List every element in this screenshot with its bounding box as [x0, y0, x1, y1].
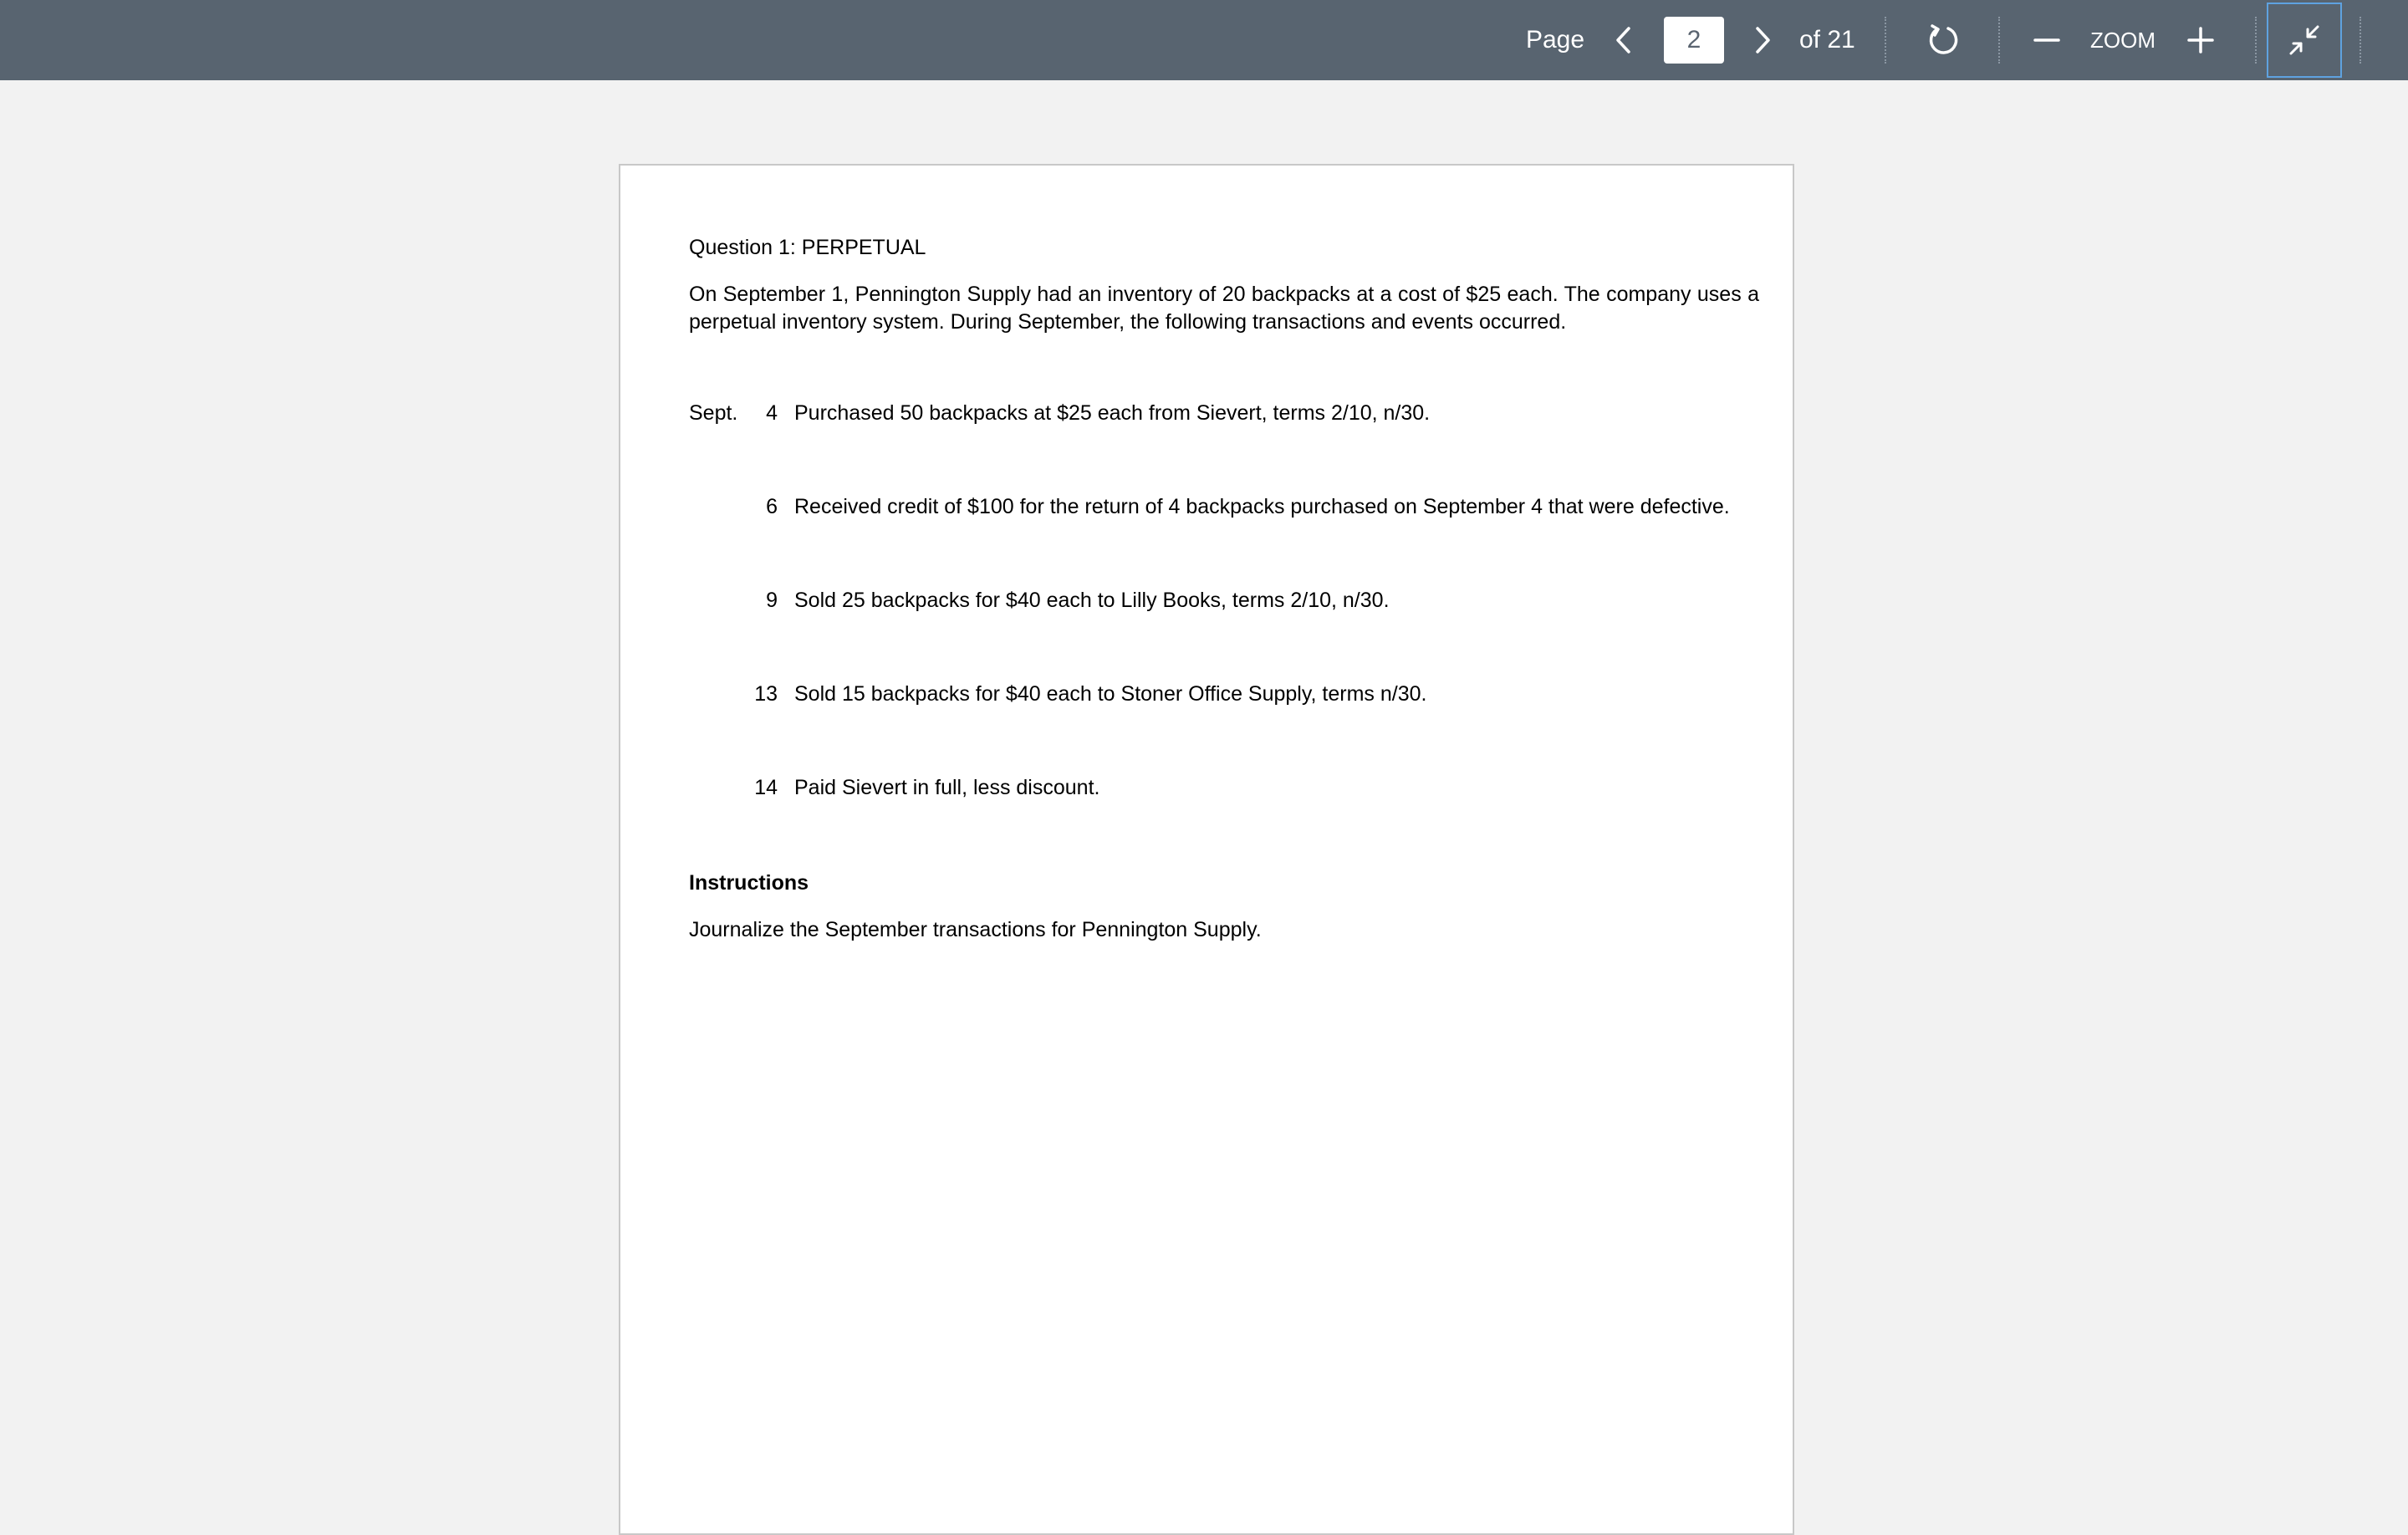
- toolbar-divider: [2255, 17, 2257, 64]
- transaction-month: Sept.: [689, 401, 738, 425]
- document-page: [619, 164, 1794, 1535]
- rotate-button[interactable]: [1920, 0, 1967, 80]
- plus-icon: [2187, 27, 2214, 54]
- transaction-day: 13: [754, 682, 778, 706]
- transaction-description: Sold 15 backpacks for $40 each to Stoner Office Supply, terms n/30.: [794, 682, 1427, 706]
- transaction-description: Purchased 50 backpacks at $25 each from Sievert, terms 2/10, n/30.: [794, 401, 1431, 425]
- question-title: Question 1: PERPETUAL: [689, 236, 926, 259]
- previous-page-button[interactable]: [1605, 0, 1642, 80]
- transaction-day: 6: [766, 495, 778, 518]
- toolbar-divider: [2360, 17, 2361, 64]
- page-count-label: of 21: [1799, 26, 1855, 54]
- page-label: Page: [1525, 26, 1585, 54]
- page-number-input[interactable]: [1664, 17, 1724, 64]
- zoom-out-button[interactable]: [2027, 0, 2067, 80]
- transaction-day: 9: [766, 589, 778, 612]
- chevron-left-icon: [1614, 25, 1634, 55]
- pdf-viewer-toolbar: [0, 0, 2408, 80]
- minus-icon: [2033, 27, 2060, 54]
- transaction-day: 14: [754, 776, 778, 799]
- zoom-in-button[interactable]: [2181, 0, 2221, 80]
- next-page-button[interactable]: [1744, 0, 1781, 80]
- rotate-icon: [1926, 23, 1961, 58]
- collapse-arrows-icon: [2288, 23, 2321, 57]
- transaction-description: Paid Sievert in full, less discount.: [794, 776, 1100, 799]
- page-number-field-wrapper: [1664, 0, 1724, 80]
- instructions-body: Journalize the September transactions for Pennington Supply.: [689, 918, 1262, 941]
- transaction-day: 4: [766, 401, 778, 425]
- zoom-label: ZOOM: [2090, 27, 2155, 53]
- exit-fullscreen-button[interactable]: [2267, 3, 2342, 78]
- toolbar-divider: [1885, 17, 1886, 64]
- toolbar-divider: [1998, 17, 2000, 64]
- transaction-description: Sold 25 backpacks for $40 each to Lilly Books, terms 2/10, n/30.: [794, 589, 1390, 612]
- instructions-heading: Instructions: [689, 871, 809, 895]
- intro-paragraph: On September 1, Pennington Supply had an inventory of 20 backpacks at a cost of $25 each. The company uses a perpetual inventory system. During September, the following transactions and events occurred.: [689, 283, 1759, 334]
- chevron-right-icon: [1752, 25, 1773, 55]
- transaction-description: Received credit of $100 for the return of 4 backpacks purchased on September 4 that were defective.: [794, 495, 1730, 518]
